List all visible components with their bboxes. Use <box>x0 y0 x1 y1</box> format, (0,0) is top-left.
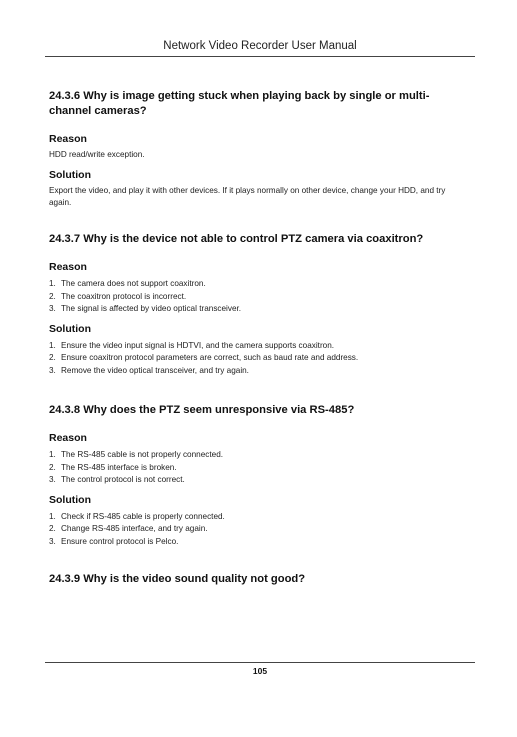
section-heading: 24.3.8 Why does the PTZ seem unresponsive via RS-485? <box>49 404 355 416</box>
solution-label: Solution <box>49 322 91 335</box>
page-number: 105 <box>252 666 268 676</box>
reason-label: Reason <box>49 432 87 444</box>
reason-list <box>49 278 479 316</box>
list-item: 1. The camera does not support coaxitron. <box>49 279 206 288</box>
list-item: 3. Ensure control protocol is Pelco. <box>49 536 179 546</box>
footer-divider <box>45 662 475 663</box>
solution-label: Solution <box>49 168 91 181</box>
section-24-3-9 <box>49 572 479 587</box>
section-heading: 24.3.6 Why is image getting stuck when playing back by single or multi-channel cameras? <box>49 90 430 117</box>
page-header: Network Video Recorder User Manual <box>45 40 475 57</box>
solution-list <box>49 511 479 549</box>
solution-label: Solution <box>49 493 91 506</box>
list-item: 3. The control protocol is not correct. <box>49 475 185 484</box>
solution-text: Export the video, and play it with other devices. If it plays normally on other device, change your HDD, and try again. <box>49 185 446 207</box>
list-item: 3. Remove the video optical transceiver, and try again. <box>49 365 249 375</box>
list-item: 1. Ensure the video input signal is HDTVI, and the camera supports coaxitron. <box>49 340 335 350</box>
list-item: 1. The RS-485 cable is not properly connected. <box>49 450 224 459</box>
reason-label: Reason <box>49 261 87 273</box>
list-item: 2. Change RS-485 interface, and try again. <box>49 524 208 533</box>
reason-label: Reason <box>49 133 87 145</box>
section-heading: 24.3.7 Why is the device not able to control PTZ camera via coaxitron? <box>49 233 424 245</box>
reason-text: HDD read/write exception. <box>49 150 145 159</box>
solution-list <box>49 340 479 378</box>
list-item: 2. The RS-485 interface is broken. <box>49 462 177 472</box>
list-item: 2. Ensure coaxitron protocol parameters are correct, such as baud rate and address. <box>49 353 359 362</box>
section-heading: 24.3.9 Why is the video sound quality not good? <box>49 573 306 585</box>
list-item: 3. The signal is affected by video optical transceiver. <box>49 304 242 313</box>
section-24-3-8 <box>49 403 479 548</box>
reason-list <box>49 449 479 487</box>
section-24-3-7 <box>49 232 479 377</box>
section-24-3-6 <box>49 89 479 210</box>
list-item: 1. Check if RS-485 cable is properly connected. <box>49 511 225 521</box>
list-item: 2. The coaxitron protocol is incorrect. <box>49 291 187 301</box>
